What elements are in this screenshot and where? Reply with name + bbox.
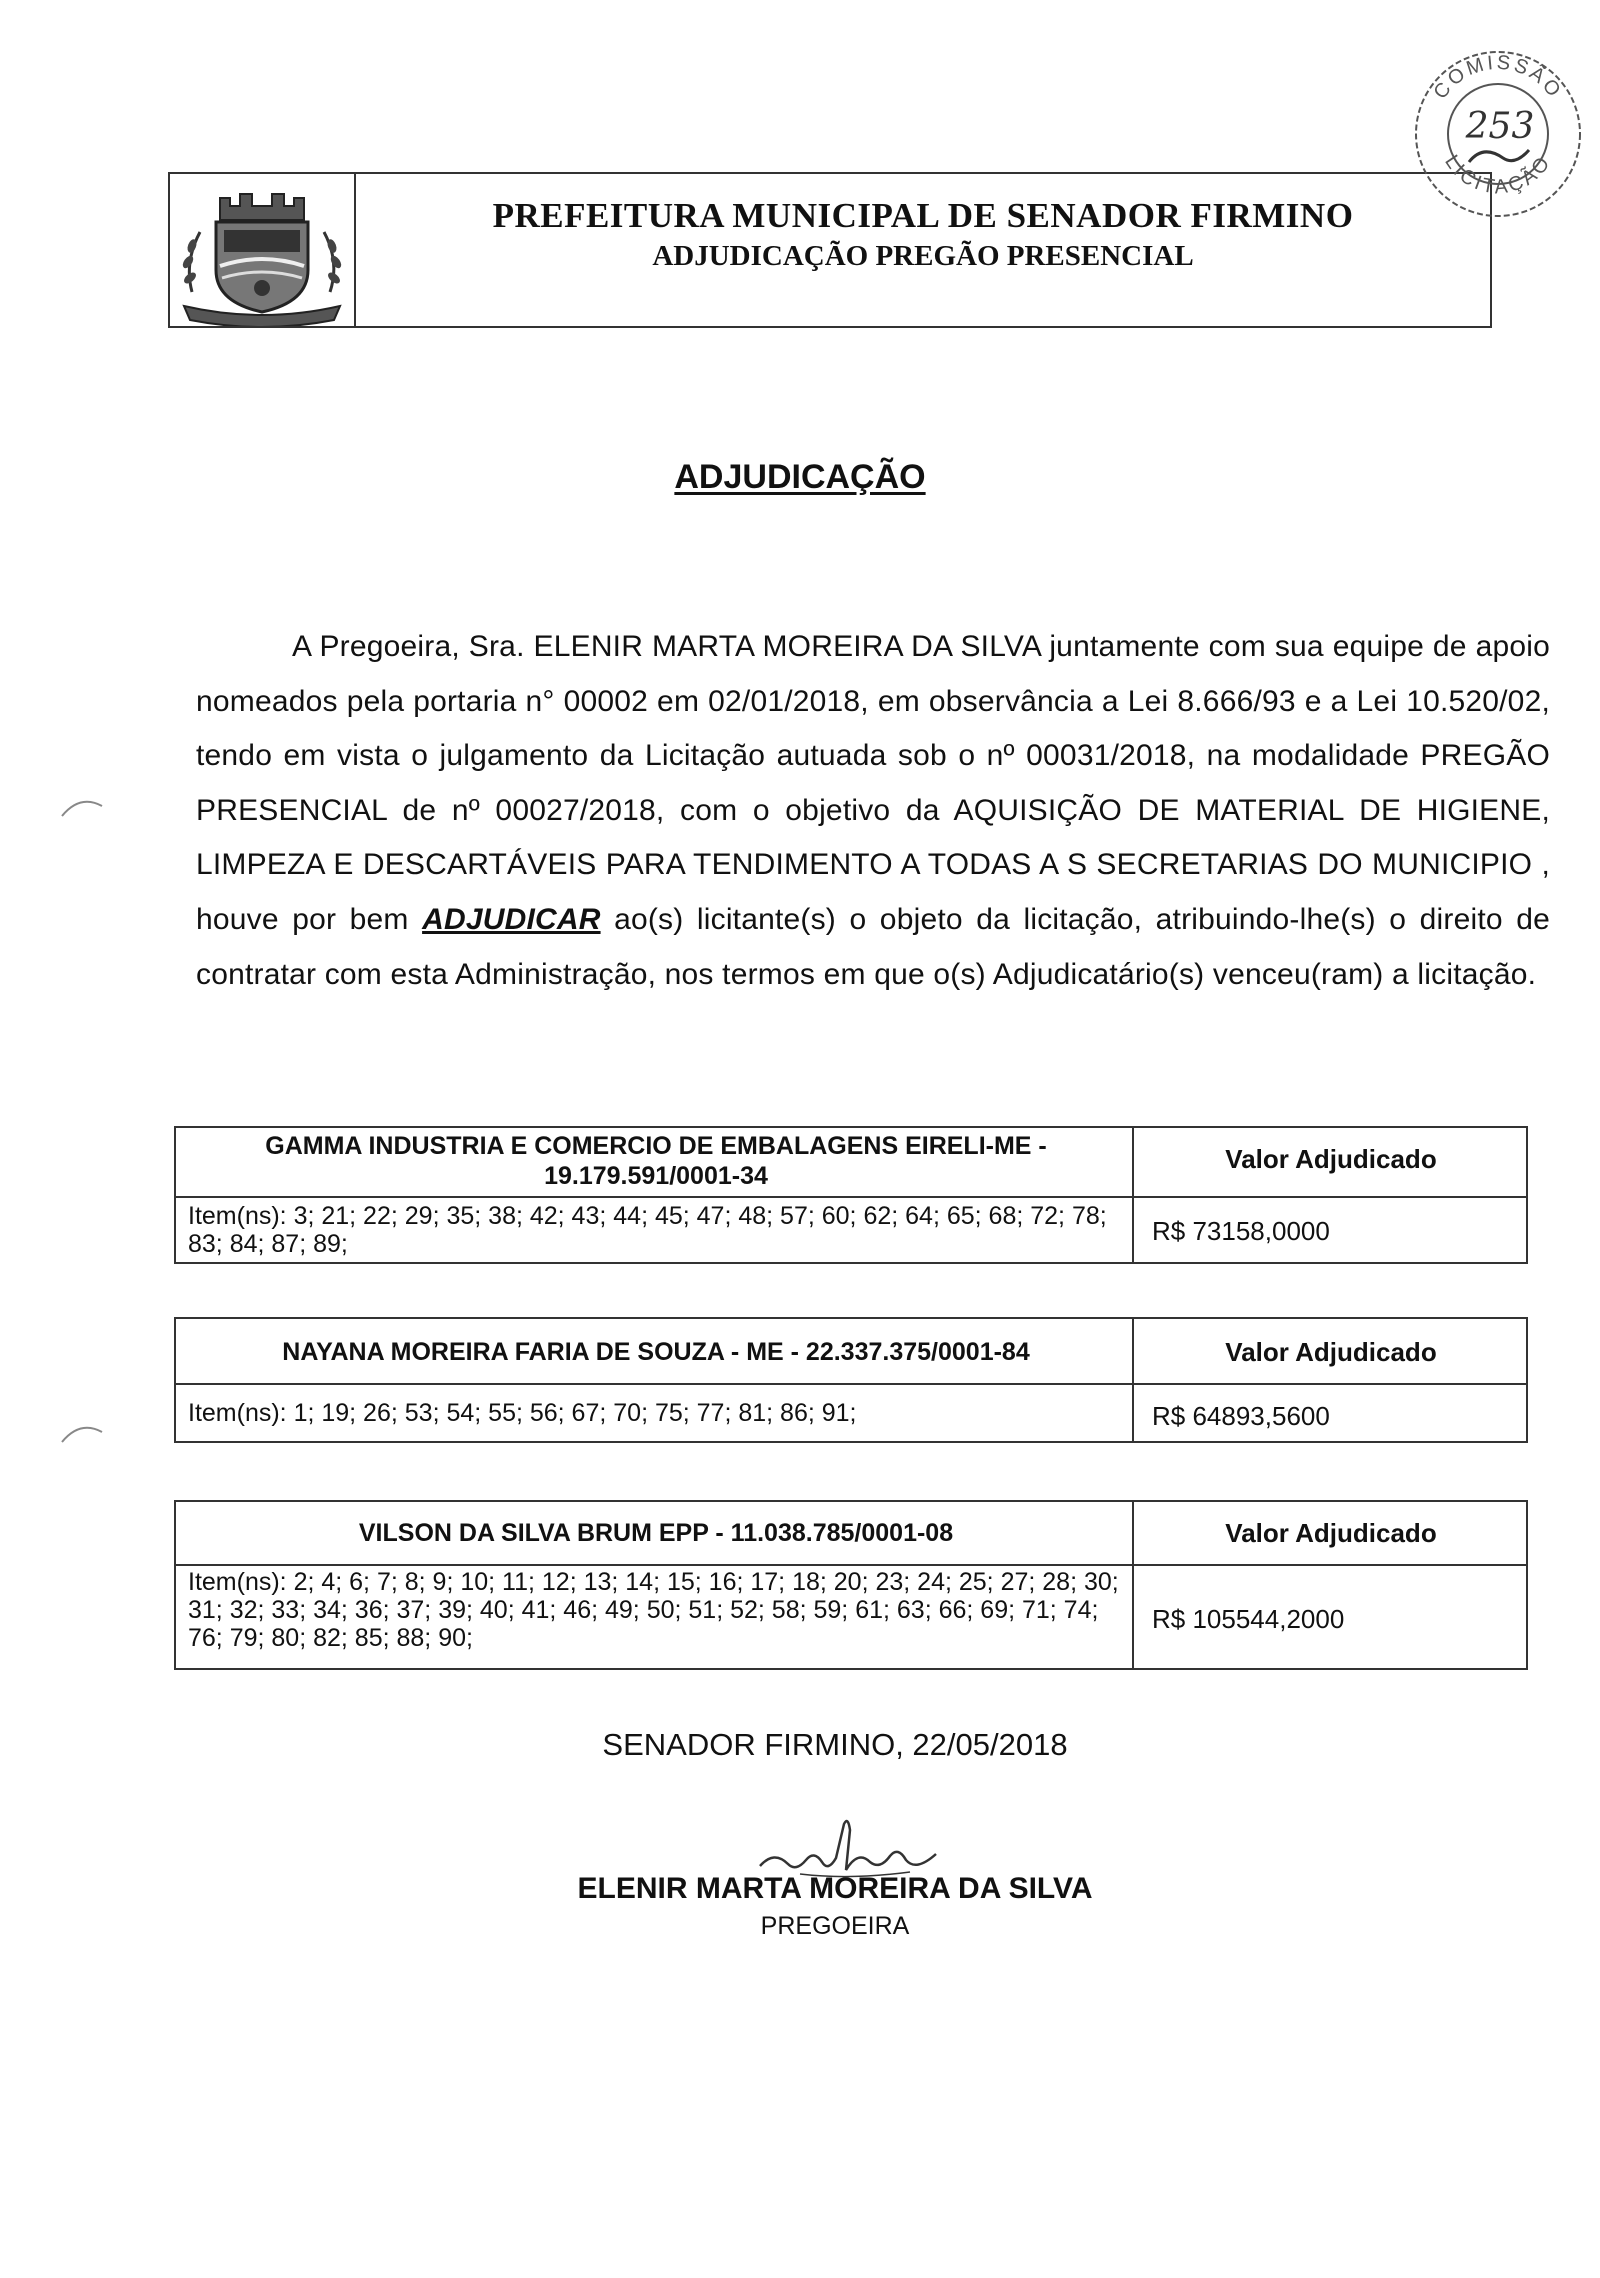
letterhead-subtitle: ADJUDICAÇÃO PREGÃO PRESENCIAL: [652, 240, 1194, 272]
crest-cell: [170, 174, 356, 326]
svg-text:LICITAÇÃO: [1440, 151, 1556, 199]
stamp-bottom-text: LICITAÇÃO: [1440, 150, 1556, 199]
municipal-crest-icon: [170, 174, 354, 326]
signer-role: PREGOEIRA: [760, 1912, 910, 1940]
value-label: Valor Adjudicado: [1225, 1518, 1437, 1548]
vendor-name: GAMMA INDUSTRIA E COMERCIO DE EMBALAGENS EIRELI-ME - 19.179.591/0001-34: [265, 1132, 1047, 1190]
svg-text:COMISSÃO: [1429, 52, 1566, 104]
place-and-date: SENADOR FIRMINO, 22/05/2018: [602, 1727, 1068, 1762]
municipality-title: PREFEITURA MUNICIPAL DE SENADOR FIRMINO: [492, 196, 1354, 235]
letterhead-text: [356, 174, 1490, 273]
adjudication-paragraph: [196, 620, 1550, 1002]
awarded-amount: R$ 73158,0000: [1152, 1216, 1330, 1246]
commission-stamp: [1403, 40, 1593, 220]
award-table: [174, 1126, 1528, 1264]
punch-hole-mark-icon: [58, 792, 106, 822]
value-label: Valor Adjudicado: [1225, 1144, 1437, 1174]
stamp-page-number: 253: [1465, 106, 1535, 147]
punch-hole-mark-icon: [58, 1418, 106, 1448]
awarded-amount: R$ 105544,2000: [1152, 1604, 1345, 1634]
awarded-amount: R$ 64893,5600: [1152, 1401, 1330, 1431]
stamp-top-text: COMISSÃO: [1429, 51, 1567, 104]
paragraph-text-end: ao(s) licitante(s) o objeto da licitação, atribuindo-lhe(s) o direito de contratar com esta Administração, nos termos em que o(s) Adjudicatário(s) venceu(ram) a licitação.: [196, 902, 1550, 991]
award-table: [174, 1500, 1528, 1670]
paragraph-text-start: A Pregoeira, Sra. ELENIR MARTA MOREIRA DA SILVA juntamente com sua equipe de apoio nomeados pela portaria n° 00002 em 02/01/2018, em observância a Lei 8.666/93 e a Lei 10.520/02, tendo em vista o julgamento da Licitação autuada sob o nº 00031/2018, na modalidade PREGÃO PRESENCIAL de nº 00027/2018, com o objetivo da AQUISIÇÃO DE MATERIAL DE HIGIENE, LIMPEZA E DESCARTÁVEIS PARA TENDIMENTO A TODAS A S SECRETARIAS DO MUNICIPIO , houve por bem: [196, 630, 1550, 936]
vendor-name: VILSON DA SILVA BRUM EPP - 11.038.785/0001-08: [358, 1519, 954, 1547]
letterhead: [168, 172, 1492, 328]
document-title: ADJUDICAÇÃO: [674, 458, 926, 496]
signer-name: ELENIR MARTA MOREIRA DA SILVA: [577, 1872, 1093, 1905]
item-list: Item(ns): 3; 21; 22; 29; 35; 38; 42; 43; 44; 45; 47; 48; 57; 60; 62; 64; 65; 68; 72; 78; 83; 84; 87; 89;: [188, 1202, 1107, 1258]
value-label: Valor Adjudicado: [1225, 1337, 1437, 1367]
item-list: Item(ns): 1; 19; 26; 53; 54; 55; 56; 67; 70; 75; 77; 81; 86; 91;: [188, 1399, 857, 1427]
vendor-name: NAYANA MOREIRA FARIA DE SOUZA - ME - 22.337.375/0001-84: [282, 1338, 1030, 1366]
item-list: Item(ns): 2; 4; 6; 7; 8; 9; 10; 11; 12; 13; 14; 15; 16; 17; 18; 20; 23; 24; 25; 27; 28; 30; 31; 32; 33; 34; 36; 37; 39; 40; 41; 46; 49; 50; 51; 52; 58; 59; 61; 63; 66; 69; 71; 74; 76; 79; 80; 82; 85; 88; 90;: [188, 1568, 1119, 1652]
adjudicar-emphasis: ADJUDICAR: [422, 902, 601, 936]
award-table: [174, 1317, 1528, 1443]
stamp-initials-icon: [1469, 150, 1529, 162]
